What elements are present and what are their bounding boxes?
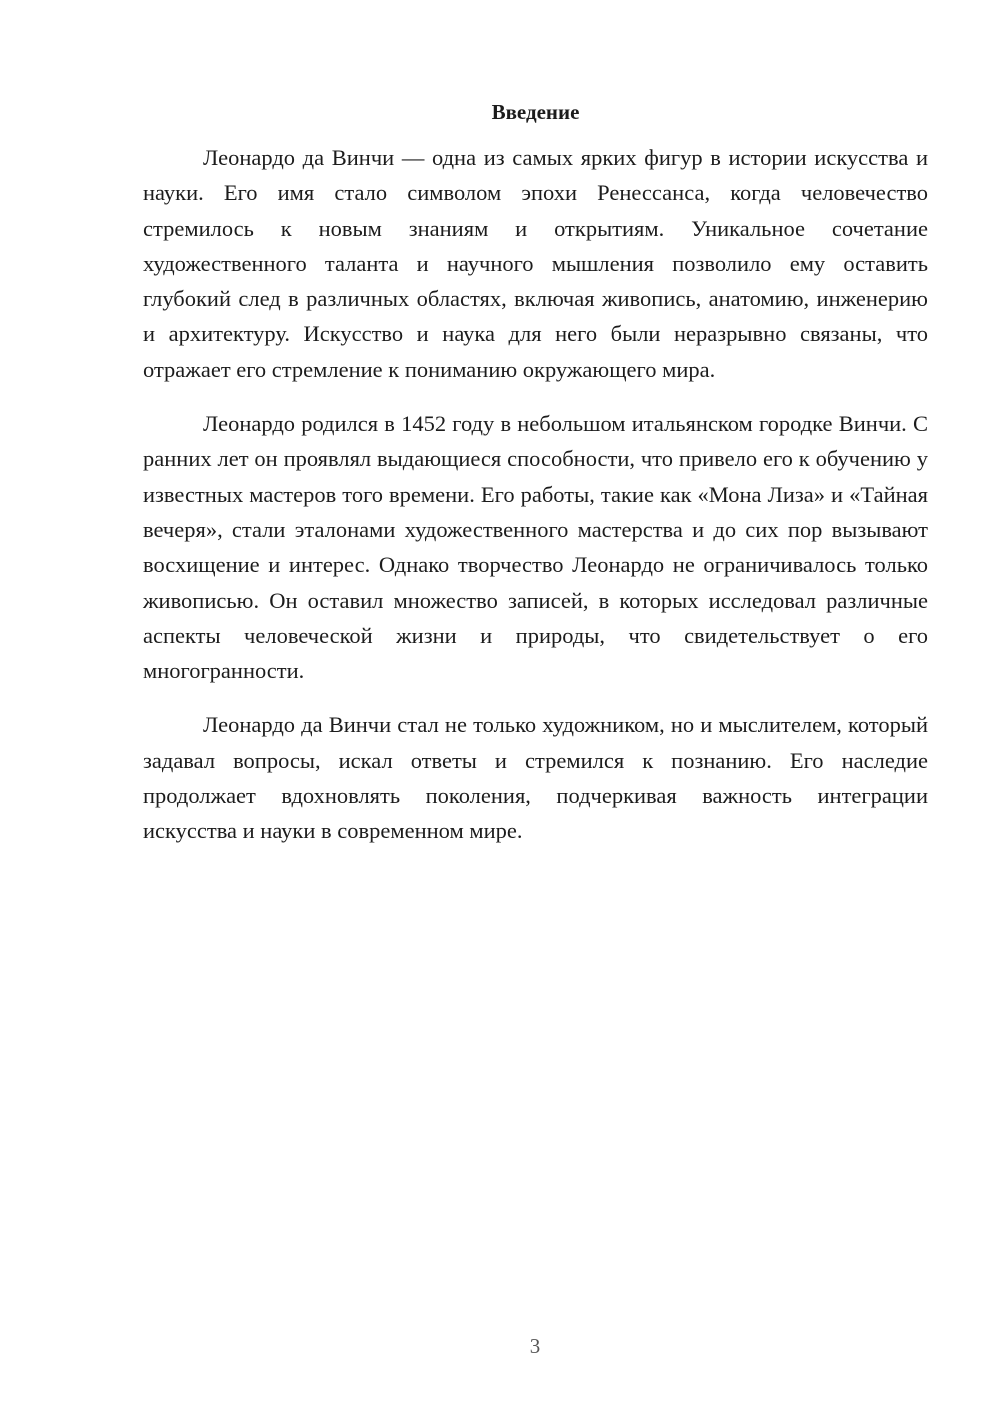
paragraph-biography: Леонардо родился в 1452 году в небольшом итальянском городке Винчи. С ранних лет он проявлял выдающиеся способности, что привело его к обучению у известных мастеров того времени. Его работы, такие как «Мона Лиза» и «Тайная вечеря», стали эталонами художественного мастерства и до сих пор вызывают восхищение и интерес. Однако творчество Леонардо не ограничивалось только живописью. Он оставил множество записей, в которых исследовал различные аспекты человеческой жизни и природы, что свидетельствует о его многогранности. [143, 411, 928, 684]
page-number: 3 [529, 1334, 541, 1358]
paragraph-legacy: Леонардо да Винчи стал не только художником, но и мыслителем, который задавал вопросы, искал ответы и стремился к познанию. Его наследие продолжает вдохновлять поколения, подчеркивая важность интеграции искусства и науки в современном мире. [143, 712, 928, 844]
page-body [143, 98, 928, 868]
paragraph-intro: Леонардо да Винчи — одна из самых ярких фигур в истории искусства и науки. Его имя стало символом эпохи Ренессанса, когда человечество стремилось к новым знаниям и открытиям. Уникальное сочетание художественного таланта и научного мышления позволило ему оставить глубокий след в различных областях, включая живопись, анатомию, инженерию и архитектуру. Искусство и наука для него были неразрывно связаны, что отражает его стремление к пониманию окружающего мира. [143, 145, 928, 382]
section-heading: Введение [491, 100, 580, 124]
